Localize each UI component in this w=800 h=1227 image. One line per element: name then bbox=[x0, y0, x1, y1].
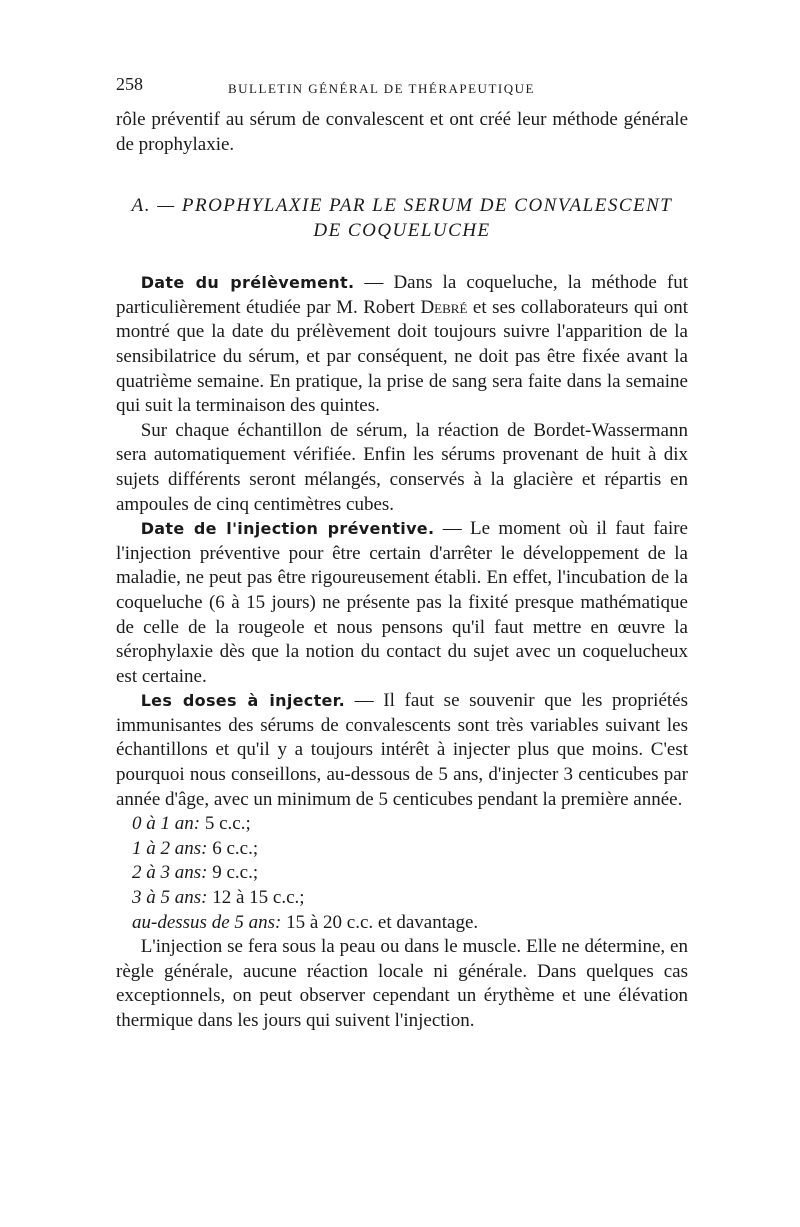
section-title-line-2: DE COQUELUCHE bbox=[313, 220, 491, 242]
dose-age: 0 à 1 an: bbox=[132, 813, 201, 835]
dose-age: 1 à 2 ans: bbox=[132, 837, 208, 859]
dose-item bbox=[116, 911, 688, 936]
dose-list bbox=[116, 812, 688, 935]
author-name: Debré bbox=[420, 296, 468, 318]
prelevement-text-before: — Dans la coqueluche, la méthode fut particulièrement étudiée par M. Robert bbox=[116, 272, 689, 318]
injection-text: — Le moment où il faut faire l'injection préventive pour être certain d'arrêter le développement de la maladie, ne peut pas être rigoureusement établi. En effet, l'incubation de la coqueluche (6 à 15 jours) ne présente pas la fixité presque mathématique de celle de la rougeole et nous pensons qu'il faut mettre en œuvre la sérophylaxie dès que la notion du contact du sujet avec un coquelucheux est certaine. bbox=[116, 518, 688, 687]
dose-age: au-dessus de 5 ans: bbox=[132, 911, 282, 933]
document-page bbox=[116, 74, 688, 1034]
section-title-line-1: A. — PROPHYLAXIE PAR LE SERUM DE CONVALESCENT bbox=[131, 195, 673, 217]
prelevement-heading: Date du prélèvement. bbox=[140, 273, 355, 293]
page-header bbox=[116, 74, 688, 104]
dose-amount: 9 c.c.; bbox=[207, 862, 259, 884]
page-number: 258 bbox=[116, 74, 143, 94]
doses-heading: Les doses à injecter. bbox=[140, 691, 345, 711]
running-title: BULLETIN GÉNÉRAL DE THÉRAPEUTIQUE bbox=[228, 81, 535, 96]
dose-amount: 6 c.c.; bbox=[207, 837, 259, 859]
dose-item bbox=[116, 812, 688, 837]
dose-amount: 12 à 15 c.c.; bbox=[207, 887, 305, 909]
prelevement-text-after: et ses collaborateurs qui ont montré que la date du prélèvement doit toujours suivre l'apparition de la sensibilatrice du sérum, et par conséquent, ne doit pas être fixée avant la quatrième semaine. En pratique, la prise de sang sera faite dans la semaine qui suit la terminaison des quintes. bbox=[116, 296, 688, 417]
doses-text: — Il faut se souvenir que les propriétés immunisantes des sérums de convalescents sont très variables suivant les échantillons et qu'il y a toujours intérêt à injecter plus que moins. C'est pourquoi nous conseillons, au-dessous de 5 ans, d'injecter 3 centicubes par année d'âge, avec un minimum de 5 centicubes pendant la première année. bbox=[116, 690, 688, 810]
injection-heading: Date de l'injection préventive. bbox=[140, 519, 435, 539]
closing-paragraph: L'injection se fera sous la peau ou dans le muscle. Elle ne détermine, en règle générale, aucune réaction locale ni générale. Dans quelques cas exceptionnels, on peut observer cependant un érythème et une élévation thermique dans les jours qui suivent l'injection. bbox=[116, 936, 688, 1031]
bordet-paragraph: Sur chaque échantillon de sérum, la réaction de Bordet-Wassermann sera automatiquement vérifiée. Enfin les sérums provenant de huit à dix sujets différents seront mélangés, conservés à la glacière et répartis en ampoules de cinq centimètres cubes. bbox=[116, 419, 688, 515]
dose-age: 3 à 5 ans: bbox=[132, 887, 208, 909]
section-title bbox=[116, 193, 688, 243]
dose-item bbox=[116, 886, 688, 911]
dose-age: 2 à 3 ans: bbox=[132, 862, 208, 884]
dose-item bbox=[116, 837, 688, 862]
dose-item bbox=[116, 861, 688, 886]
dose-amount: 15 à 20 c.c. et davantage. bbox=[281, 911, 479, 933]
intro-paragraph: rôle préventif au sérum de convalescent et ont créé leur méthode générale de prophylaxie. bbox=[116, 109, 688, 155]
prelevement-paragraph bbox=[116, 271, 688, 419]
doses-paragraph bbox=[116, 689, 688, 812]
dose-amount: 5 c.c.; bbox=[200, 813, 251, 835]
injection-paragraph bbox=[116, 517, 688, 689]
